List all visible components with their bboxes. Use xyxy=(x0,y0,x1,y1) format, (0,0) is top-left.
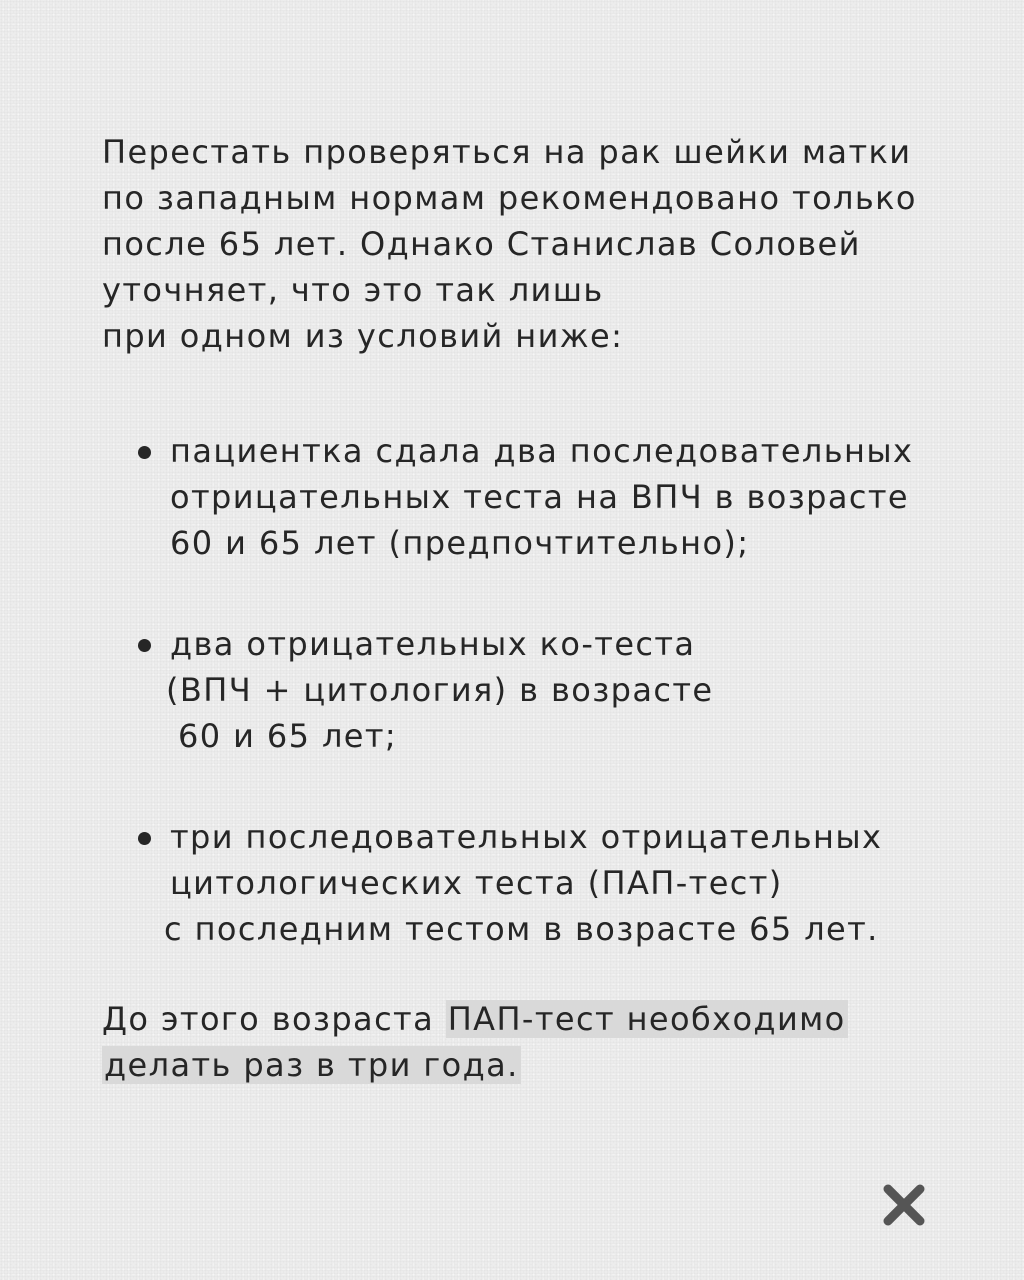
list-item xyxy=(102,428,982,566)
list-item-line: цитологических теста (ПАП-тест) xyxy=(170,864,783,902)
intro-paragraph xyxy=(102,129,982,359)
list-item-line: отрицательных теста на ВПЧ в возрасте xyxy=(170,478,909,516)
outro-text: До этого возраста xyxy=(102,1000,446,1038)
list-item-line: с последним тестом в возрасте 65 лет. xyxy=(164,910,879,948)
list-item-line: 60 и 65 лет; xyxy=(178,717,398,755)
highlighted-text: делать раз в три года. xyxy=(104,1046,519,1084)
intro-line: уточняет, что это так лишь xyxy=(102,271,604,309)
close-icon[interactable] xyxy=(882,1183,926,1227)
outro-line xyxy=(102,996,982,1042)
list-item-line: два отрицательных ко-теста xyxy=(170,625,696,663)
list-item xyxy=(102,814,982,952)
list-item xyxy=(102,621,982,759)
intro-line: после 65 лет. Однако Станислав Соловей xyxy=(102,225,861,263)
list-item-line: 60 и 65 лет (предпочтительно); xyxy=(170,524,750,562)
bullet-dot-icon xyxy=(138,446,151,459)
intro-line: по западным нормам рекомендовано только xyxy=(102,179,917,217)
content-block xyxy=(102,129,982,1088)
outro-paragraph xyxy=(102,996,982,1088)
bullet-dot-icon xyxy=(138,639,151,652)
intro-line: при одном из условий ниже: xyxy=(102,317,624,355)
highlighted-text: ПАП-тест необходимо xyxy=(447,1000,846,1038)
list-item-line: пациентка сдала два последовательных xyxy=(170,432,914,470)
intro-line: Перестать проверяться на рак шейки матки xyxy=(102,133,912,171)
outro-line xyxy=(102,1042,982,1088)
conditions-list xyxy=(102,428,982,952)
bullet-dot-icon xyxy=(138,832,151,845)
list-item-line: (ВПЧ + цитология) в возрасте xyxy=(166,671,714,709)
list-item-line: три последовательных отрицательных xyxy=(170,818,883,856)
